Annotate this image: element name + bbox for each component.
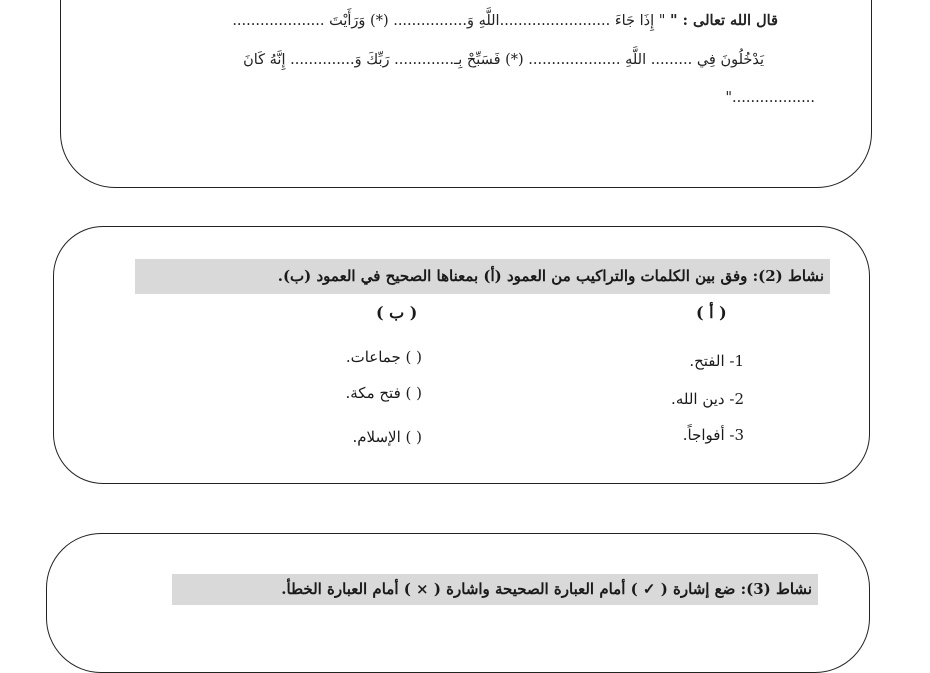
activity3-title: نشاط (3): ضع إشارة ( ✓ ) أمام العبارة الصحيحة واشارة ( × ) أمام العبارة الخطأ. (172, 574, 818, 605)
column-a-item-3: 3- أفواجاً. (682, 426, 744, 444)
column-b-item-2[interactable]: ( ) فتح مكة. (345, 384, 422, 402)
column-b-header: ( ب ) (376, 303, 418, 322)
activity2-title: نشاط (2): وفق بين الكلمات والتراكيب من العمود (أ) بمعناها الصحيح في العمود (ب). (135, 259, 830, 294)
column-a-item-1: 1- الفتح. (689, 352, 744, 370)
column-b-item-1[interactable]: ( ) جماعات. (345, 348, 422, 366)
verse-line-3: .................." (725, 90, 815, 106)
verse-line-2: يَدْخُلُونَ فِي ......... اللَّهِ .................... (*) فَسَبِّحْ بِـ............. رَبِّكَ وَ.............. إِنَّهُ كَانَ (243, 52, 764, 68)
column-a-header: ( أ ) (696, 303, 727, 322)
verse-line-1 (232, 12, 778, 29)
verse-line-1-text: " إِذَا جَاءَ ........................اللَّهِ وَ................ (*) وَرَأَيْتَ .................... (232, 13, 671, 29)
verse-intro: قال الله تعالى : " (670, 12, 778, 29)
column-a-item-2: 2- دين الله. (671, 390, 744, 408)
column-b-item-3[interactable]: ( ) الإسلام. (352, 428, 422, 446)
